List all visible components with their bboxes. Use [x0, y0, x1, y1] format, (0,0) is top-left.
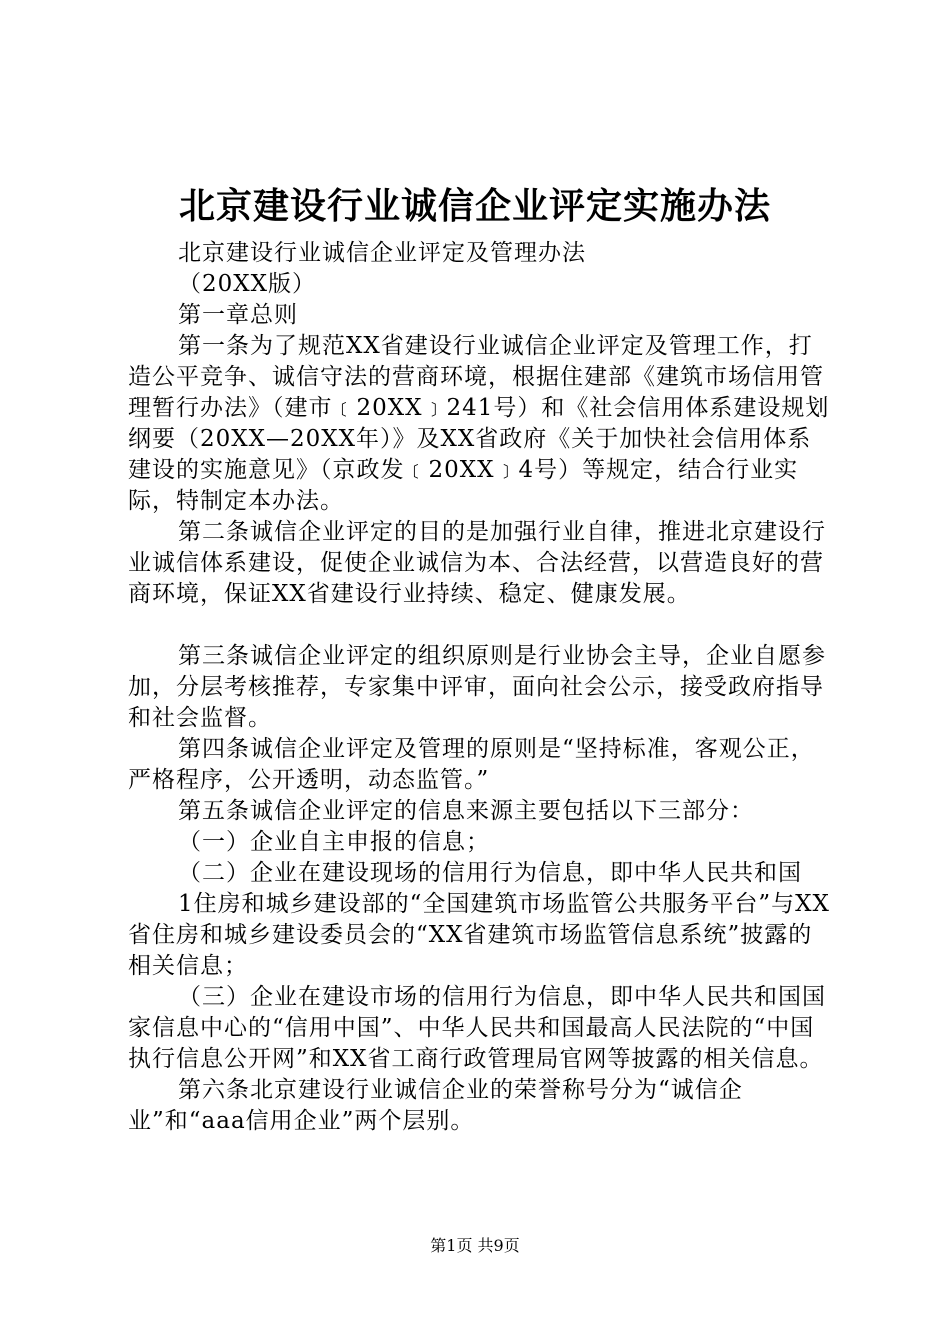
article-5-item-3: （三）企业在建设市场的信用行为信息，即中华人民共和国国家信息中心的“信用中国”、中华人民共和国最高人民法院的“中国执行信息公开网”和XX省工商行政管理局官网等披露的相关信息。: [128, 984, 826, 1072]
article-5: 第五条诚信企业评定的信息来源主要包括以下三部分：: [178, 798, 754, 824]
document-title: 北京建设行业诚信企业评定实施办法: [178, 186, 771, 227]
article-5-item-2-detail: 1住房和城乡建设部的“全国建筑市场监管公共服务平台”与XX省住房和城乡建设委员会的“XX省建筑市场监管信息系统”披露的相关信息；: [128, 891, 830, 979]
document-body: [128, 238, 833, 1137]
article-5-item-2: （二）企业在建设现场的信用行为信息，即中华人民共和国: [178, 860, 802, 886]
chapter-heading: 第一章总则: [178, 302, 298, 328]
page-footer: 第1页 共9页: [430, 1236, 520, 1255]
article-1: 第一条为了规范XX省建设行业诚信企业评定及管理工作，打造公平竞争、诚信守法的营商环境，根据住建部《建筑市场信用管理暂行办法》（建市﹝20XX﹞241号）和《社会信用体系建设规划纲要（20XX—20XX年）》及XX省政府《关于加快社会信用体系建设的实施意见》（京政发﹝20XX﹞4号）等规定，结合行业实际，特制定本办法。: [128, 333, 830, 514]
article-5-item-1: （一）企业自主申报的信息；: [178, 829, 490, 855]
article-6: 第六条北京建设行业诚信企业的荣誉称号分为“诚信企业”和“aaa信用企业”两个层别。: [128, 1077, 743, 1134]
subtitle: 北京建设行业诚信企业评定及管理办法: [178, 240, 586, 266]
article-4: 第四条诚信企业评定及管理的原则是“坚持标准，客观公正，严格程序，公开透明，动态监管。”: [128, 736, 815, 793]
version-note: （20XX版）: [178, 271, 317, 297]
article-2: 第二条诚信企业评定的目的是加强行业自律，推进北京建设行业诚信体系建设，促使企业诚信为本、合法经营，以营造良好的营商环境，保证XX省建设行业持续、稳定、健康发展。: [128, 519, 826, 607]
article-3: 第三条诚信企业评定的组织原则是行业协会主导，企业自愿参加，分层考核推荐，专家集中评审，面向社会公示，接受政府指导和社会监督。: [128, 643, 826, 731]
